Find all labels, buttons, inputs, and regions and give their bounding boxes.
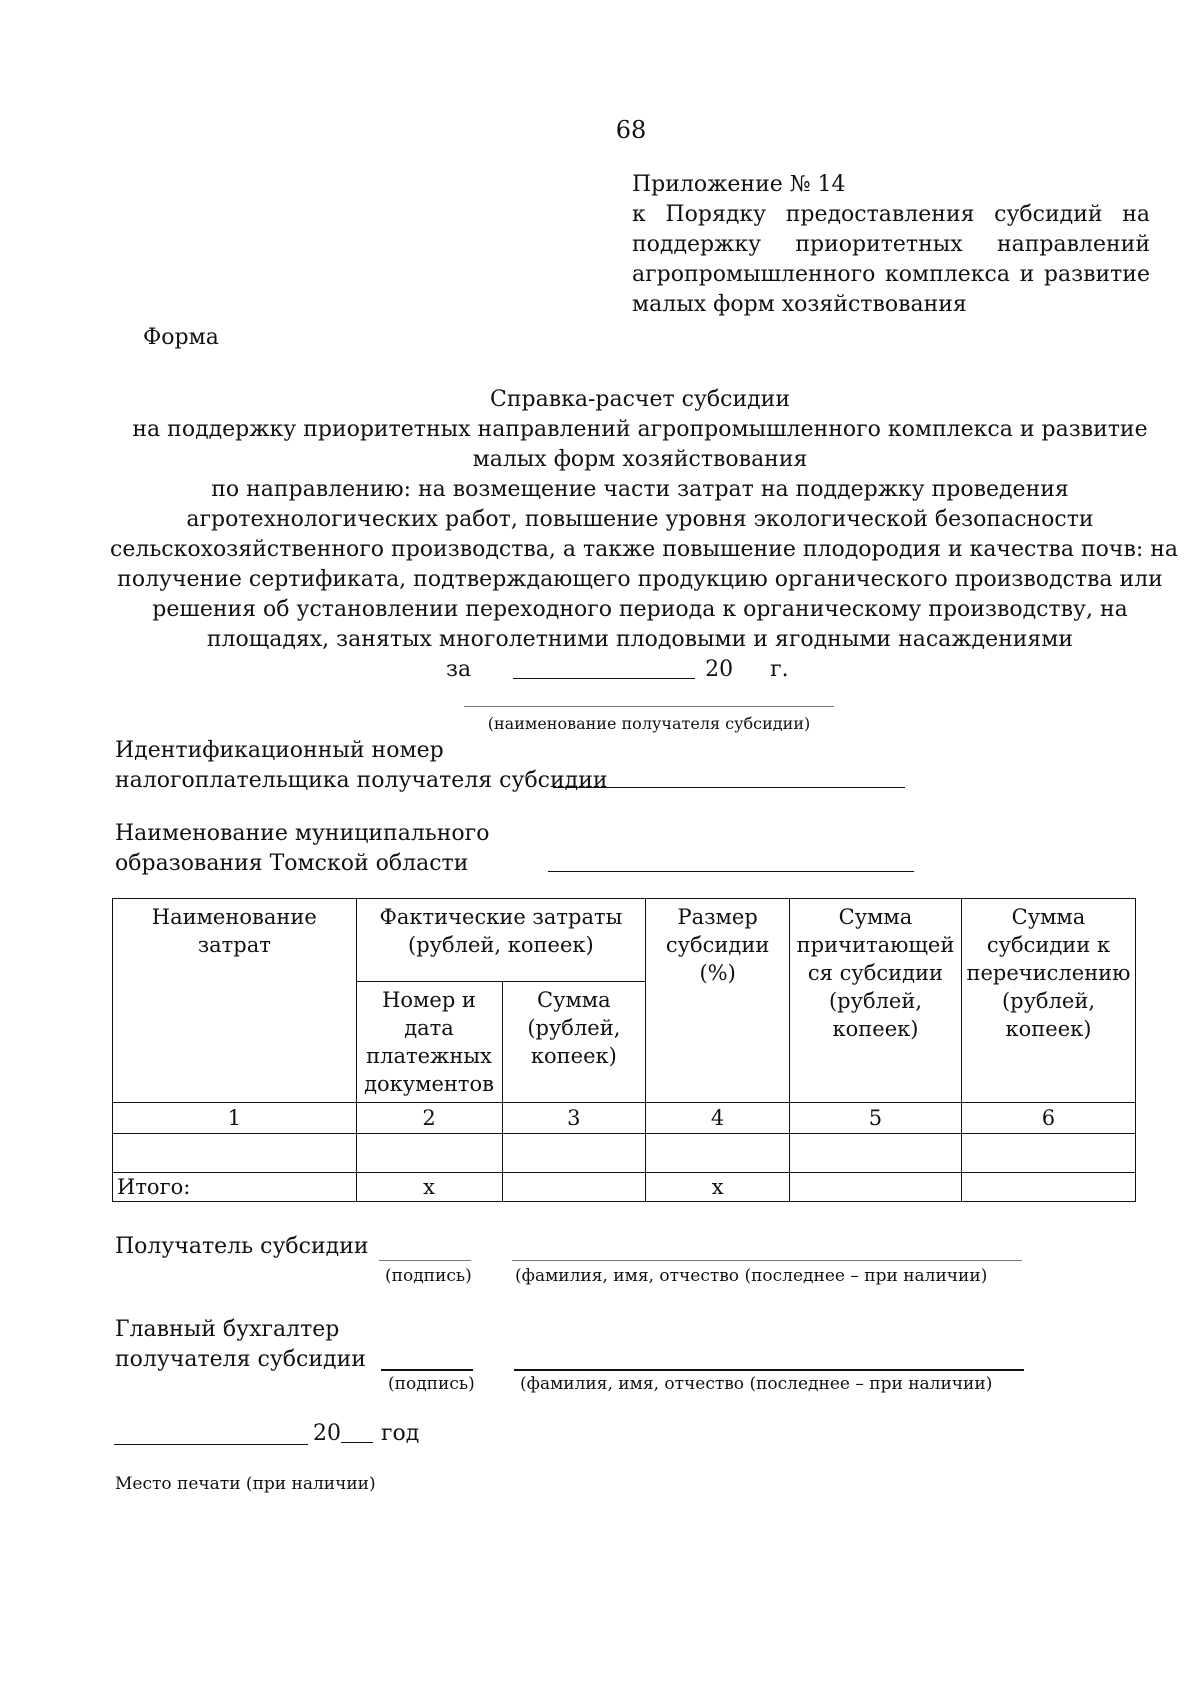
date-year-blank[interactable] <box>341 1422 373 1443</box>
table-cell[interactable] <box>356 1134 502 1173</box>
recipient-signature-field[interactable] <box>379 1260 471 1261</box>
table-cell[interactable] <box>646 1134 790 1173</box>
municipality-label <box>115 819 489 879</box>
period-blank-field[interactable] <box>513 658 695 679</box>
appendix-title: Приложение № 14 <box>632 172 846 197</box>
municipality-label-line: Наименование муниципального <box>115 821 490 846</box>
table-cell[interactable] <box>502 1173 646 1202</box>
table-cell[interactable] <box>961 1173 1135 1202</box>
table-number-row <box>113 1103 1136 1134</box>
inn-field[interactable] <box>553 787 905 788</box>
table-cell[interactable] <box>113 1134 357 1173</box>
column-number: 2 <box>356 1103 502 1134</box>
header-subsidy-rate: Размер субсидии (%) <box>646 899 790 1103</box>
recipient-name-sign-field[interactable] <box>512 1260 1022 1261</box>
accountant-label-line: Главный бухгалтер <box>115 1317 340 1342</box>
title-line: сельскохозяйственного производства, а также повышение плодородия и качества почв: на <box>110 537 1179 562</box>
period-prefix: за <box>446 657 472 682</box>
table-cell[interactable] <box>502 1134 646 1173</box>
recipient-caption: (наименование получателя субсидии) <box>487 714 811 733</box>
page-number: 68 <box>615 116 647 144</box>
title-line: Справка-расчет субсидии <box>490 387 790 412</box>
header-amount: Сумма (рублей, копеек) <box>502 982 646 1103</box>
inn-label-line: налогоплательщика получателя субсидии <box>115 768 608 793</box>
appendix-text: к Порядку предоставления субсидий на поддержку приоритетных направлений агропромышленного комплекса и развитие малых форм хозяйствования <box>632 202 1150 317</box>
period-suffix: г. <box>770 657 789 682</box>
accountant-sign-caption: (подпись) <box>388 1374 475 1394</box>
column-number: 5 <box>790 1103 962 1134</box>
header-subsidy-due: Сумма причитающей ся субсидии (рублей, копеек) <box>790 899 962 1103</box>
accountant-signature-label <box>115 1315 366 1375</box>
recipient-signature-label: Получатель субсидии <box>115 1234 369 1259</box>
total-label: Итого: <box>113 1173 357 1202</box>
accountant-name-caption: (фамилия, имя, отчество (последнее – при наличии) <box>520 1374 993 1394</box>
date-year <box>313 1421 419 1446</box>
title-line: решения об установлении переходного периода к органическому производству, на <box>152 597 1128 622</box>
accountant-name-field[interactable] <box>514 1369 1024 1371</box>
recipient-name-field[interactable] <box>464 706 834 707</box>
document-title <box>110 385 1179 655</box>
table-header-row <box>113 899 1136 982</box>
title-line: по направлению: на возмещение части затрат на поддержку проведения <box>211 477 1069 502</box>
municipality-label-line: образования Томской области <box>115 851 469 876</box>
column-number: 1 <box>113 1103 357 1134</box>
total-cell-col2: х <box>356 1173 502 1202</box>
date-field[interactable] <box>114 1444 308 1445</box>
form-label: Форма <box>143 325 219 350</box>
title-line: получение сертификата, подтверждающего продукцию органического производства или <box>117 567 1163 592</box>
appendix-block <box>632 170 1150 320</box>
period-year-prefix: 20 <box>705 657 734 682</box>
column-number: 3 <box>502 1103 646 1134</box>
title-line: площадях, занятых многолетними плодовыми и ягодными насаждениями <box>206 627 1074 652</box>
date-suffix: год <box>381 1421 420 1446</box>
accountant-signature-field[interactable] <box>381 1369 473 1371</box>
title-line: на поддержку приоритетных направлений агропромышленного комплекса и развитие <box>132 417 1148 442</box>
header-payment-docs: Номер и дата платежных документов <box>356 982 502 1103</box>
recipient-sign-caption: (подпись) <box>385 1266 472 1286</box>
period-line <box>446 657 789 682</box>
header-cost-name: Наименование затрат <box>113 899 357 1103</box>
title-line: малых форм хозяйствования <box>472 447 808 472</box>
table-cell[interactable] <box>790 1173 962 1202</box>
table-cell[interactable] <box>961 1134 1135 1173</box>
subsidy-table <box>112 898 1136 1202</box>
inn-label-line: Идентификационный номер <box>115 738 444 763</box>
header-subsidy-transfer: Сумма субсидии к перечислению (рублей, копеек) <box>961 899 1135 1103</box>
total-cell-col4: х <box>646 1173 790 1202</box>
inn-label <box>115 736 608 796</box>
accountant-label-line: получателя субсидии <box>115 1347 366 1372</box>
municipality-field[interactable] <box>548 871 914 872</box>
table-cell[interactable] <box>790 1134 962 1173</box>
date-year-prefix: 20 <box>313 1421 341 1446</box>
column-number: 4 <box>646 1103 790 1134</box>
table-data-row <box>113 1134 1136 1173</box>
stamp-place-label: Место печати (при наличии) <box>115 1474 376 1494</box>
title-line: агротехнологических работ, повышение уровня экологической безопасности <box>186 507 1094 532</box>
column-number: 6 <box>961 1103 1135 1134</box>
recipient-name-caption: (фамилия, имя, отчество (последнее – при наличии) <box>515 1266 988 1286</box>
header-actual-costs: Фактические затраты (рублей, копеек) <box>356 899 646 982</box>
table-total-row <box>113 1173 1136 1202</box>
